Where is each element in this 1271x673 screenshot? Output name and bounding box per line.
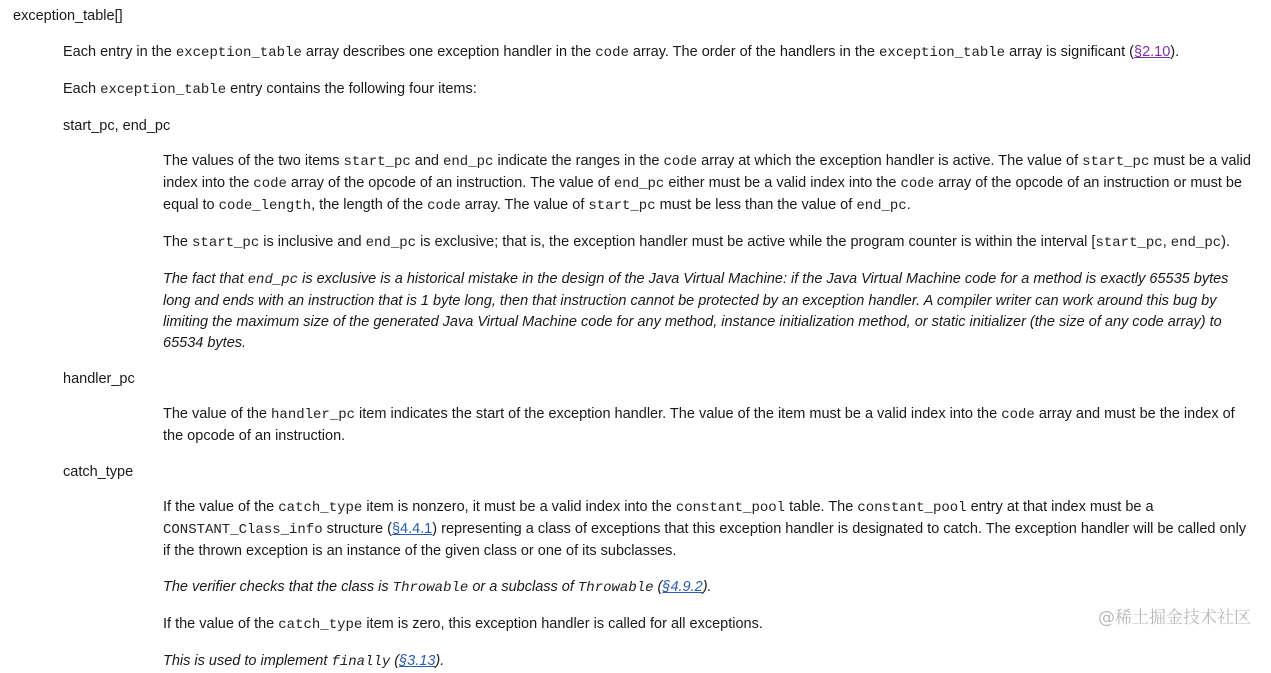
- start-end-paragraph-2: The start_pc is inclusive and end_pc is exclusive; that is, the exception handler must be active while the program counter is within the interval [start_pc, end_pc).: [163, 234, 1231, 251]
- start-end-paragraph-1: The values of the two items start_pc and end_pc indicate the ranges in the code array at which the exception handler is active. The value of start_pc must be a valid index into the code array of the opcode of an instruction. The value of end_pc either must be a valid index into the code array of the opcode of an instruction or must be equal to code_length, the length of the code array. The value of start_pc must be less than the value of end_pc.: [163, 153, 1251, 214]
- section-link-4-9-2[interactable]: §4.9.2: [662, 579, 703, 595]
- handler-pc-description: [163, 404, 1257, 447]
- code-term: exception_table: [175, 45, 302, 61]
- code-term: exception_table: [879, 45, 1006, 61]
- section-link-2-10[interactable]: §2.10: [1134, 44, 1171, 60]
- section-heading-exception-table: exception_table[]: [13, 8, 123, 24]
- catch-type-finally-note: This is used to implement finally (§3.13).: [163, 653, 445, 670]
- code-term: code: [595, 45, 629, 61]
- watermark: @稀土掘金技术社区: [1098, 608, 1251, 628]
- item-term-start-end-pc: start_pc, end_pc: [63, 118, 171, 134]
- catch-type-paragraph-zero: If the value of the catch_type item is zero, this exception handler is called for all exceptions.: [163, 616, 763, 633]
- handler-pc-paragraph: The value of the handler_pc item indicates the start of the exception handler. The value of the item must be a valid index into the code array and must be the index of the opcode of an instruction.: [163, 406, 1235, 444]
- item-term-catch-type: catch_type: [63, 464, 134, 480]
- catch-type-description: [163, 497, 1257, 673]
- catch-type-verifier-note: The verifier checks that the class is Throwable or a subclass of Throwable (§4.9.2).: [163, 579, 712, 596]
- exception-table-description: [63, 42, 1257, 673]
- intro-paragraph-2: Each exception_table entry contains the following four items:: [63, 81, 477, 98]
- start-end-note: The fact that end_pc is exclusive is a historical mistake in the design of the Java Virtual Machine: if the Java Virtual Machine code for a method is exactly 65535 bytes long and ends with an instruction that is 1 byte long, then that instruction cannot be protected by an exception handler. A compiler writer can work around this bug by limiting the maximum size of the generated Java Virtual Machine code for any method, instance initialization method, or static initializer (the size of any code array) to 65534 bytes.: [163, 271, 1229, 351]
- section-link-3-13[interactable]: §3.13: [399, 653, 436, 669]
- start-end-pc-description: [163, 151, 1257, 354]
- item-term-handler-pc: handler_pc: [63, 371, 135, 387]
- section-link-4-4-1[interactable]: §4.4.1: [391, 521, 433, 537]
- code-term: exception_table: [100, 82, 227, 98]
- catch-type-paragraph-1: If the value of the catch_type item is nonzero, it must be a valid index into the constant_pool table. The constant_pool entry at that index must be a CONSTANT_Class_info structure (§4.4.1) representing a class of exceptions that this exception handler is designated to catch. The exception handler will be called only if the thrown exception is an instance of the given class or one of its subclasses.: [163, 499, 1247, 559]
- intro-paragraph-1: Each entry in the exception_table array describes one exception handler in the code array. The order of the handlers in the exception_table array is significant (§2.10).: [63, 44, 1180, 61]
